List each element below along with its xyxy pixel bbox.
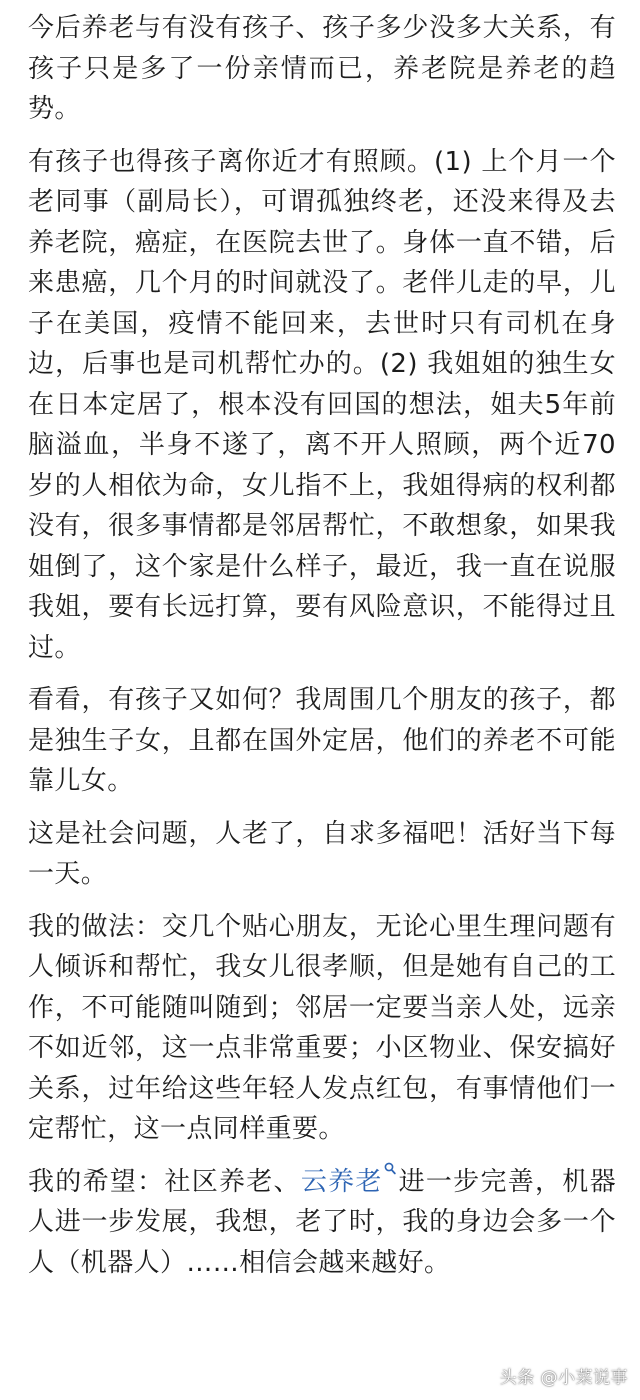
keyword-link[interactable]: 云养老 (300, 1166, 383, 1197)
paragraph-4: 这是社会问题，人老了，自求多福吧！活好当下每一天。 (28, 818, 616, 889)
article-body (28, 8, 616, 1295)
paragraph-1: 今后养老与有没有孩子、孩子多少没多大关系，有孩子只是多了一份亲情而已，养老院是养老的趋势。 (28, 13, 616, 124)
search-icon[interactable] (384, 1162, 396, 1176)
paragraph-3: 看看，有孩子又如何？我周围几个朋友的孩子，都是独生子女，且都在国外定居，他们的养老不可能靠儿女。 (28, 685, 616, 796)
paragraph-6-before: 我的希望：社区养老、 (28, 1166, 301, 1197)
paragraph-6-after: 进一步完善，机器人进一步发展，我想，老了时，我的身边会多一个人（机器人）……相信会越来越好。 (28, 1166, 616, 1278)
paragraph-6 (28, 1162, 616, 1284)
watermark: 头条 @小菜说事 (499, 1368, 628, 1388)
paragraph-2: 有孩子也得孩子离你近才有照顾。(1) 上个月一个老同事（副局长），可谓孤独终老，还没来得及去养老院，癌症，在医院去世了。身体一直不错，后来患癌，几个月的时间就没了。老伴儿走的早，儿子在美国，疫情不能回来，去世时只有司机在身边，后事也是司机帮忙办的。(2) 我姐姐的独生女在日本定居了，根本没有回国的想法，姐夫5年前脑溢血，半身不遂了，离不开人照顾，两个近70岁的人相依为命，女儿指不上，我姐得病的权利都没有，很多事情都是邻居帮忙，不敢想象，如果我姐倒了，这个家是什么样子，最近，我一直在说服我姐，要有长远打算，要有风险意识，不能得过且过。 (28, 146, 616, 663)
paragraph-5: 我的做法：交几个贴心朋友，无论心里生理问题有人倾诉和帮忙，我女儿很孝顺，但是她有自己的工作，不可能随叫随到；邻居一定要当亲人处，远亲不如近邻，这一点非常重要；小区物业、保安搞好关系，过年给这些年轻人发点红包，有事情他们一定帮忙，这一点同样重要。 (28, 911, 616, 1144)
